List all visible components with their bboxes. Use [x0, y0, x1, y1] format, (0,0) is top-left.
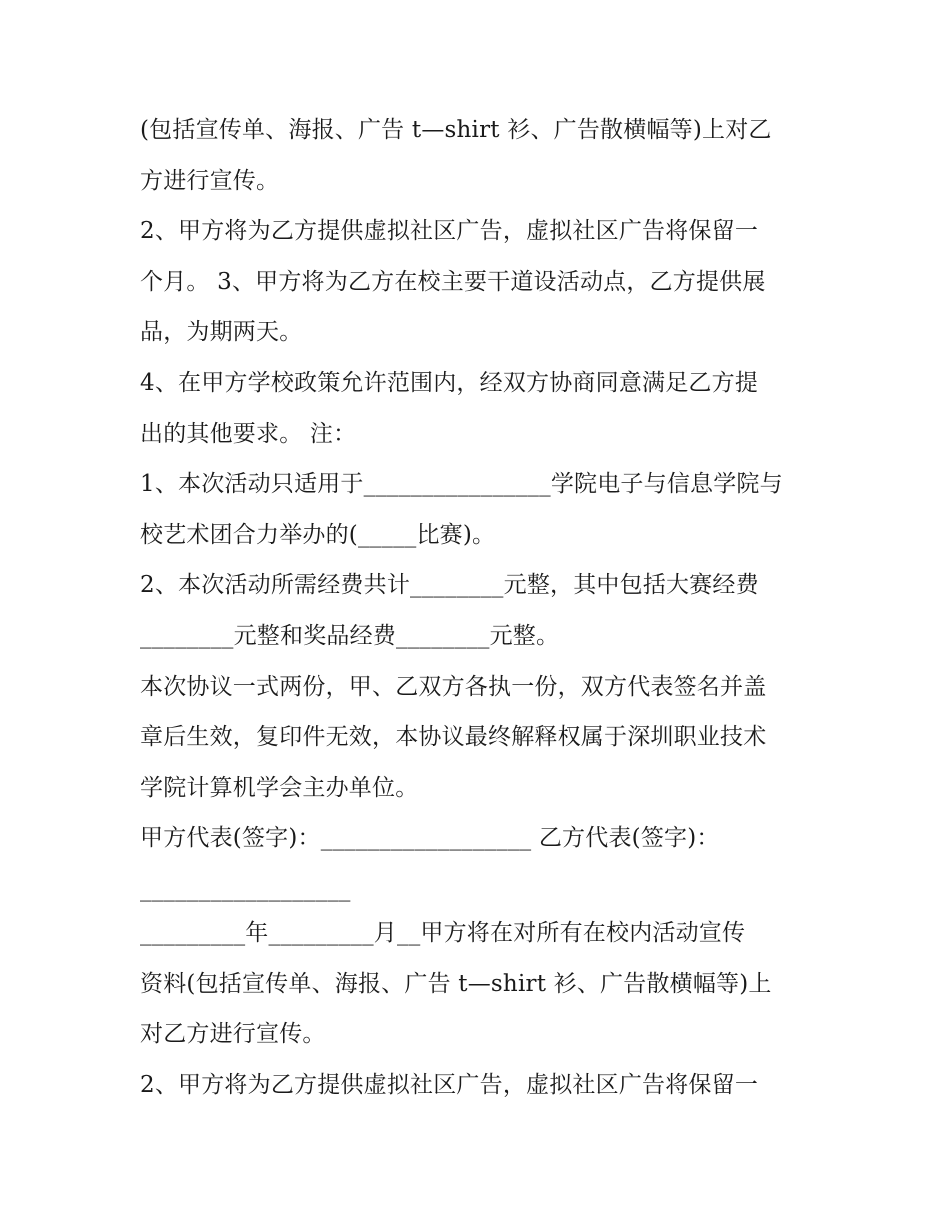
- body-line: 校艺术团合力举办的(_____比赛)。: [140, 521, 496, 548]
- body-line: 2、甲方将为乙方提供虚拟社区广告，虚拟社区广告将保留一: [140, 218, 759, 245]
- body-line: 对乙方进行宣传。: [140, 1021, 326, 1048]
- body-line: 个月。 3、甲方将为乙方在校主要干道设活动点，乙方提供展: [140, 268, 766, 295]
- document-body: [140, 108, 820, 1113]
- date-line: _________年_________月__甲方将在对所有在校内活动宣传: [140, 919, 746, 946]
- body-line: 方进行宣传。: [140, 167, 280, 194]
- body-line: 学院计算机学会主办单位。: [140, 774, 419, 801]
- body-line: 本次协议一式两份，甲、乙双方各执一份，双方代表签名并盖: [140, 673, 767, 700]
- body-line: (包括宣传单、海报、广告 t—shirt 衫、广告散横幅等)上对乙: [140, 117, 772, 143]
- body-line: 章后生效，复印件无效，本协议最终解释权属于深圳职业技术: [140, 724, 767, 751]
- body-line: 4、在甲方学校政策允许范围内，经双方协商同意满足乙方提: [140, 369, 759, 396]
- body-line: 出的其他要求。 注：: [140, 420, 357, 447]
- body-line: 2、本次活动所需经费共计________元整，其中包括大赛经费: [140, 572, 759, 599]
- signature-blank: __________________: [140, 875, 351, 902]
- body-line: ________元整和奖品经费________元整。: [140, 622, 560, 649]
- body-line: 2、甲方将为乙方提供虚拟社区广告，虚拟社区广告将保留一: [140, 1071, 759, 1098]
- body-line: 品，为期两天。: [140, 319, 303, 346]
- body-line: 1、本次活动只适用于________________学院电子与信息学院与: [140, 471, 783, 498]
- signature-line: 甲方代表(签字)：__________________ 乙方代表(签字)：: [140, 825, 720, 852]
- body-line: 资料(包括宣传单、海报、广告 t—shirt 衫、广告散横幅等)上: [140, 970, 772, 997]
